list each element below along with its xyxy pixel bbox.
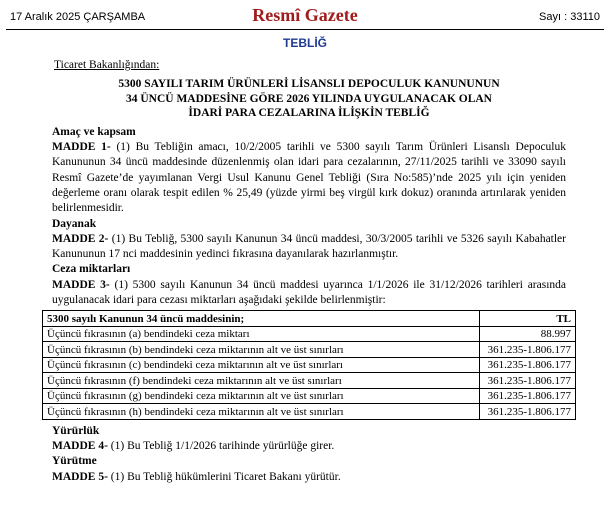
- enforcement-heading: Yürütme: [52, 455, 97, 468]
- article-3-label: MADDE 3-: [52, 278, 110, 291]
- basis-heading: Dayanak: [52, 217, 97, 230]
- fine-label: Üçüncü fıkrasının (b) bendindeki ceza miktarının alt ve üst sınırları: [43, 342, 480, 358]
- gazette-header: [6, 4, 604, 30]
- article-1: [52, 140, 566, 216]
- article-2-text: (1) Bu Tebliğ, 5300 sayılı Kanunun 34 üncü maddesi, 30/3/2005 tarihli ve 5326 sayılı Kabahatler Kanununun 17 nci maddesinin yedinci fıkrasına dayanılarak hazırlanmıştır.: [52, 232, 566, 261]
- fine-amount: 361.235-1.806.177: [480, 373, 576, 389]
- fine-label: Üçüncü fıkrasının (h) bendindeki ceza miktarının alt ve üst sınırları: [43, 404, 480, 420]
- title-line: 5300 SAYILI TARIM ÜRÜNLERİ LİSANSLI DEPOCULUK KANUNUNUN: [118, 78, 500, 91]
- article-3-text: (1) 5300 sayılı Kanunun 34 üncü maddesi uyarınca 1/1/2026 ile 31/12/2026 tarihleri arasında uygulanacak idari para cezası miktarları aşağıdaki şekilde belirlenmiştir:: [52, 278, 567, 307]
- article-4: [52, 439, 566, 454]
- fine-amount: 361.235-1.806.177: [480, 404, 576, 420]
- purpose-heading: Amaç ve kapsam: [52, 125, 136, 138]
- table-row: [43, 342, 576, 358]
- fines-heading: Ceza miktarları: [52, 263, 131, 276]
- table-row: [43, 357, 576, 373]
- article-5-text: (1) Bu Tebliğ hükümlerini Ticaret Bakanı yürütür.: [107, 470, 341, 483]
- article-4-text: (1) Bu Tebliğ 1/1/2026 tarihinde yürürlüğe girer.: [107, 440, 335, 453]
- title-line: İDARİ PARA CEZALARINA İLİŞKİN TEBLİĞ: [188, 107, 430, 120]
- fine-label: Üçüncü fıkrasının (g) bendindeki ceza miktarının alt ve üst sınırları: [43, 388, 480, 404]
- fine-amount: 361.235-1.806.177: [480, 388, 576, 404]
- table-row: [43, 388, 576, 404]
- table-header-article: 5300 sayılı Kanunun 34 üncü maddesinin;: [43, 311, 480, 327]
- table-row: [43, 326, 576, 342]
- ministry-name: Ticaret Bakanlığından:: [54, 59, 160, 71]
- fine-amount: 88.997: [480, 326, 576, 342]
- title-line: 34 ÜNCÜ MADDESİNE GÖRE 2026 YILINDA UYGULANACAK OLAN: [125, 92, 492, 105]
- fine-label: Üçüncü fıkrasının (a) bendindeki ceza miktarı: [43, 326, 480, 342]
- article-4-label: MADDE 4-: [52, 440, 108, 453]
- article-5-label: MADDE 5-: [52, 470, 108, 483]
- effective-heading: Yürürlük: [52, 424, 100, 437]
- article-2: [52, 232, 566, 263]
- table-row: [43, 404, 576, 420]
- fine-label: Üçüncü fıkrasının (c) bendindeki ceza miktarının alt ve üst sınırları: [43, 357, 480, 373]
- article-1-text: (1) Bu Tebliğin amacı, 10/2/2005 tarihli ve 5300 sayılı Tarım Ürünleri Lisanslı Depoculuk Kanununun 34 üncü maddesinde düzenlenmiş olan idari para cezalarının, 27/11/2025 tarihli ve 33090 sayılı Resmî Gazete’de yayımlanan Vergi Usul Kanunu Genel Tebliği (Sıra No:585)’nde 2025 yılı için yeniden değerleme oranı olarak tespit edilen % 25,49 (yüzde yirmi beş virgül kırk dokuz) oranında artırılarak yeniden belirlenmesidir.: [52, 141, 566, 215]
- table-header-currency: TL: [480, 311, 576, 327]
- fine-amount: 361.235-1.806.177: [480, 357, 576, 373]
- issue-date: 17 Aralık 2025 ÇARŞAMBA: [10, 11, 146, 23]
- fine-amount: 361.235-1.806.177: [480, 342, 576, 358]
- article-3: [52, 278, 566, 309]
- regulation-title: [52, 77, 566, 121]
- table-row: [43, 373, 576, 389]
- table-header-row: [43, 311, 576, 327]
- document-body: [47, 58, 571, 485]
- fines-table: [42, 310, 576, 420]
- issue-number: Sayı : 33110: [539, 11, 600, 23]
- gazette-title: Resmî Gazete: [252, 5, 358, 25]
- section-label: TEBLİĞ: [283, 36, 327, 50]
- article-5: [52, 470, 566, 485]
- fine-label: Üçüncü fıkrasının (f) bendindeki ceza miktarının alt ve üst sınırları: [43, 373, 480, 389]
- article-2-label: MADDE 2-: [52, 232, 109, 245]
- article-1-label: MADDE 1-: [52, 141, 111, 154]
